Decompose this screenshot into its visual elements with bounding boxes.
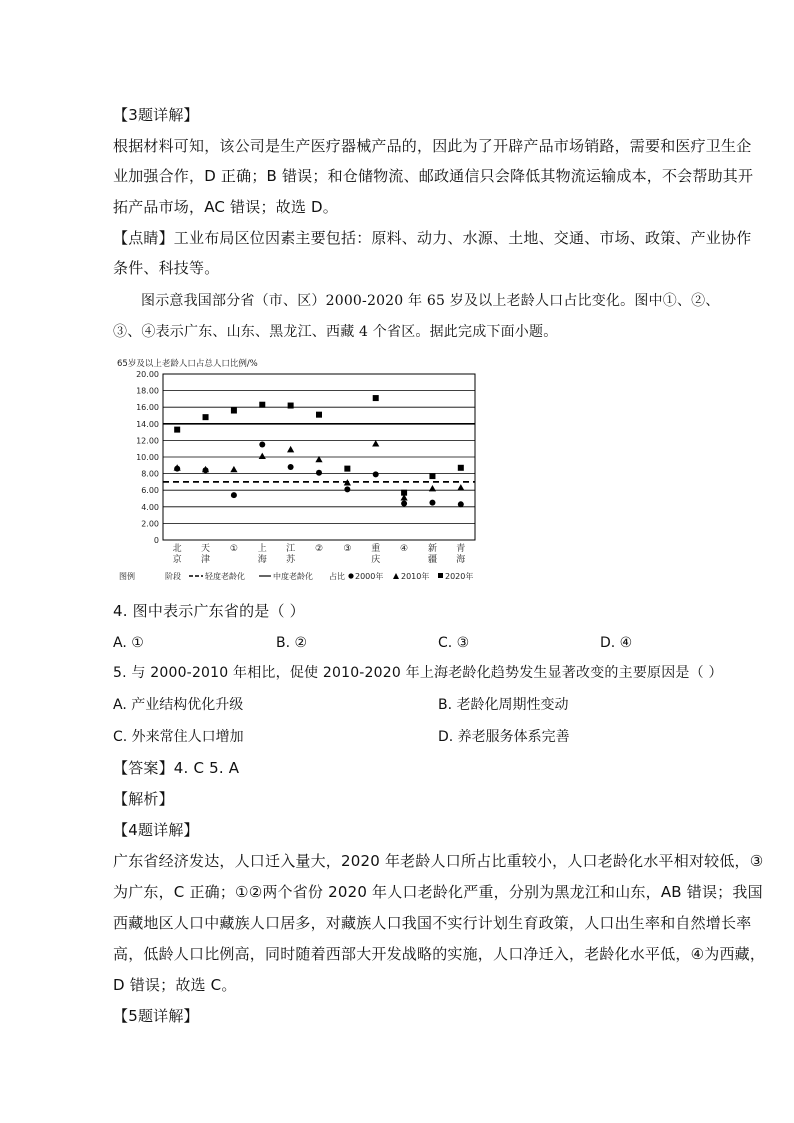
section-4-line-4: 高，低龄人口比例高，同时随着西部大开发战略的实施，人口净迁入，老龄化水平低，④为西藏， [113,945,766,963]
legend-mild-aging: 轻度老龄化 [205,572,245,581]
category-label: 江 [286,544,296,554]
q5-option-b: B. 老龄化周期性变动 [438,697,569,713]
category-label: 新 [427,544,437,554]
category-label: 上 [257,544,267,554]
y-tick-label: 20.00 [136,370,159,379]
legend-2020: 2020年 [445,572,474,581]
section-4-line-5: D 错误；故选 C。 [113,976,237,994]
category-label: 庆 [371,555,381,565]
section-4-line-1: 广东省经济发达，人口迁入量大，2020 年老龄人口所占比重较小，人口老龄化水平相对较低，③ [113,852,764,870]
q5-stem: 5. 与 2000-2010 年相比，促使 2010-2020 年上海老龄化趋势发生显著改变的主要原因是（ ） [113,665,723,681]
category-label: 海 [456,555,466,565]
category-label: 苏 [286,555,296,565]
category-label: 津 [201,555,211,565]
section-3-line-3: 拓产品市场，AC 错误；故选 D。 [113,198,338,216]
category-label: ③ [343,544,352,554]
legend-stage-label: 阶段 [165,572,181,581]
category-label: ② [314,544,324,554]
y-tick-label: 6.00 [141,486,159,496]
point-line-1: 【点睛】工业布局区位因素主要包括：原料、动力、水源、土地、交通、市场、政策、产业协作 [113,229,752,247]
point-2020 [259,402,265,408]
point-2020 [373,395,379,401]
section-4-line-2: 为广东，C 正确；①②两个省份 2020 年人口老龄化严重，分别为黑龙江和山东，AB 错误；我国 [113,883,763,901]
q5-option-c: C. 外来常住人口增加 [113,729,244,745]
category-label: 海 [257,555,267,565]
point-2000 [401,500,407,506]
point-2020 [458,465,464,471]
legend-circle-swatch [348,573,353,578]
legend-triangle-swatch [393,573,399,579]
point-2000 [429,500,435,506]
legend-ratio-label: 占比 [329,572,345,581]
point-2010 [259,453,266,459]
category-label: 重 [371,544,381,554]
section-4-line-3: 西藏地区人口中藏族人口居多，对藏族人口我国不实行计划生育政策，人口出生率和自然增长率 [113,914,752,932]
y-tick-label: 10.00 [136,453,159,462]
category-label: ① [229,544,238,554]
point-2020 [203,414,209,420]
point-2020 [344,466,350,472]
point-2010 [372,440,379,446]
category-label: 天 [201,544,211,554]
section-3-line-1: 根据材料可知，该公司是生产医疗器械产品的，因此为了开辟产品市场销路，需要和医疗卫生企 [113,137,752,155]
y-tick-label: 4.00 [141,502,159,512]
point-2010 [287,446,294,452]
point-2020 [174,427,180,433]
q4-stem: 4. 图中表示广东省的是（ ） [113,602,305,620]
point-2000 [288,464,294,470]
legend-2000: 2000年 [355,572,384,581]
category-label: ④ [400,544,409,554]
point-2000 [344,486,350,492]
category-label: 北 [172,544,182,554]
category-label: 青 [456,544,466,554]
legend-2010: 2010年 [401,572,430,581]
y-tick-label: 18.00 [136,386,159,396]
y-tick-label: 14.00 [136,419,159,429]
y-tick-label: 0 [153,536,159,545]
y-axis-title: 65岁及以上老龄人口占总人口比例/% [117,359,258,369]
intro-line-1: 图示意我国部分省（市、区）2000-2020 年 65 岁及以上老龄人口占比变化。图中①、②、 [141,293,720,309]
point-2020 [231,408,237,414]
point-2020 [429,473,435,479]
legend-title: 图例 [119,572,135,581]
point-2020 [401,490,407,496]
q5-option-d: D. 养老服务体系完善 [438,729,570,745]
category-label: 京 [172,555,182,565]
y-tick-label: 16.00 [136,403,159,413]
q4-option-d: D. ④ [600,635,633,651]
legend-moderate-aging: 中度老龄化 [273,572,313,581]
point-2010 [230,466,237,472]
chart-legend [119,571,473,581]
point-2020 [316,412,322,418]
category-labels [173,542,466,565]
point-2010 [457,484,464,490]
section-4-header: 【4题详解】 [113,821,199,839]
legend-square-swatch [438,573,443,578]
point-2010 [429,485,436,491]
category-label: 疆 [427,555,437,565]
section-5-header: 【5题详解】 [113,1007,199,1025]
point-2020 [288,403,294,409]
point-2000 [316,470,322,476]
point-2000 [373,471,379,477]
q4-option-b: B. ② [276,635,308,651]
section-3-header: 【3题详解】 [113,106,199,124]
point-line-2: 条件、科技等。 [113,259,220,277]
q5-option-a: A. 产业结构优化升级 [113,697,244,713]
section-3-line-2: 业加强合作，D 正确；B 错误；和仓储物流、邮政通信只会降低其物流运输成本，不会帮助其开 [113,167,754,185]
point-2000 [259,442,265,448]
analysis-header: 【解析】 [113,790,174,808]
point-2000 [458,501,464,507]
q4-option-c: C. ③ [438,635,470,651]
answer-line: 【答案】4. C 5. A [113,759,240,777]
y-tick-label: 8.00 [141,469,159,479]
q4-option-a: A. ① [113,635,144,651]
intro-line-2: ③、④表示广东、山东、黑龙江、西藏 4 个省区。据此完成下面小题。 [113,324,558,340]
y-tick-label: 12.00 [136,436,159,446]
aging-population-chart [113,352,485,584]
y-tick-label: 2.00 [141,519,159,529]
point-2000 [231,492,237,498]
y-tick-labels [136,370,159,545]
